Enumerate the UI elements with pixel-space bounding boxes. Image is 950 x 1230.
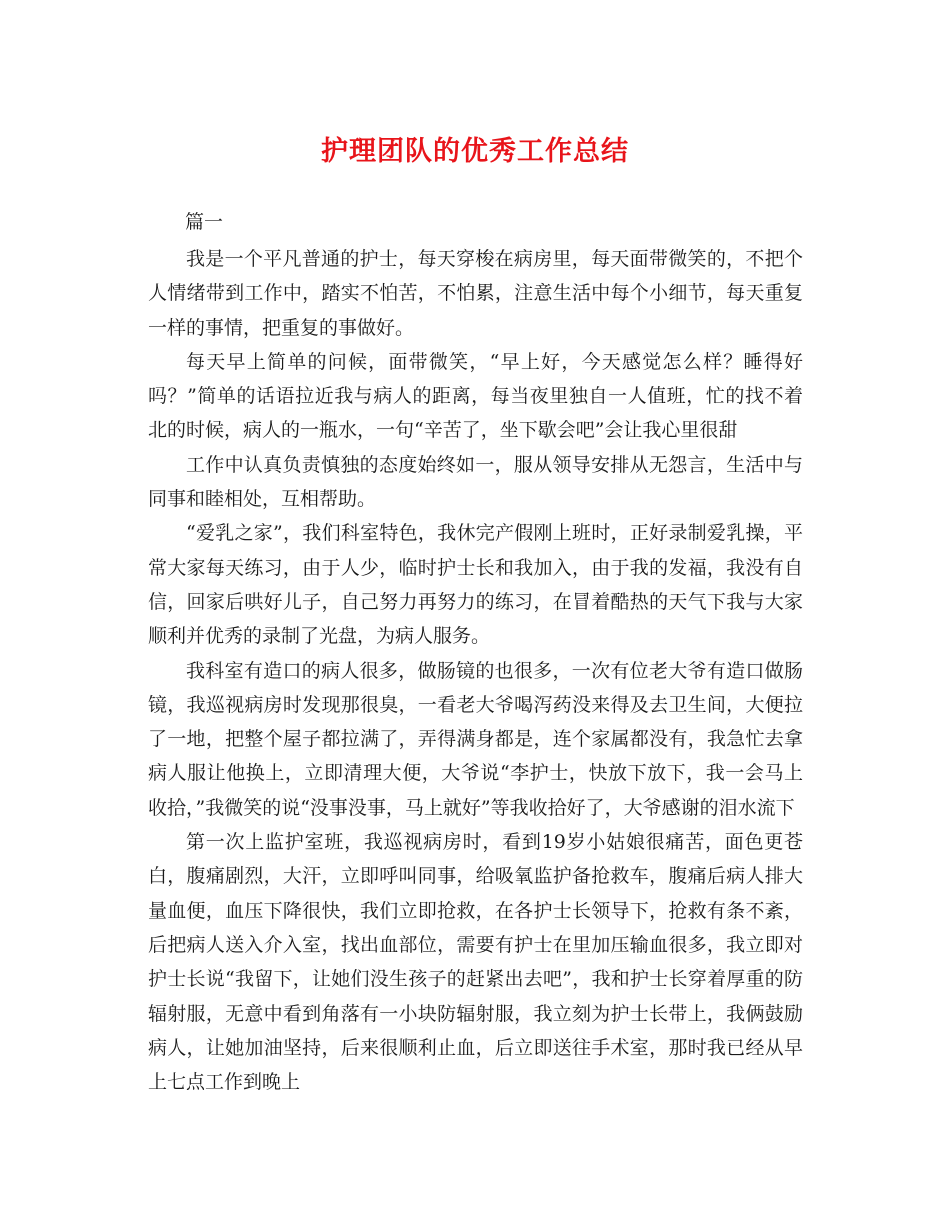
section-label: 篇一 bbox=[185, 211, 224, 233]
document-body bbox=[148, 242, 803, 1099]
document-title: 护理团队的优秀工作总结 bbox=[321, 136, 629, 167]
paragraph: 我科室有造口的病人很多，做肠镜的也很多，一次有位老大爷有造口做肠镜，我巡视病房时发现那很臭，一看老大爷喝泻药没来得及去卫生间，大便拉了一地，把整个屋子都拉满了，弄得满身都是，连个家属都没有，我急忙去拿病人服让他换上，立即清理大便，大爷说“李护士，快放下放下，我一会马上收拾，”我微笑的说“没事没事，马上就好”等我收拾好了，大爷感谢的泪水流下 bbox=[148, 659, 803, 819]
paragraph: “爱乳之家”，我们科室特色，我休完产假刚上班时，正好录制爱乳操，平常大家每天练习，由于人少，临时护士长和我加入，由于我的发福，我没有自信，回家后哄好儿子，自己努力再努力的练习，在冒着酷热的天气下我与大家顺利并优秀的录制了光盘，为病人服务。 bbox=[148, 522, 803, 648]
paragraph: 工作中认真负责慎独的态度始终如一，服从领导安排从无怨言，生活中与同事和睦相处，互相帮助。 bbox=[148, 453, 803, 511]
paragraph: 每天早上简单的问候，面带微笑，“早上好，今天感觉怎么样？睡得好吗？”简单的话语拉近我与病人的距离，每当夜里独自一人值班，忙的找不着北的时候，病人的一瓶水，一句“辛苦了，坐下歇会吧”会让我心里很甜 bbox=[148, 350, 803, 442]
paragraph: 我是一个平凡普通的护士，每天穿梭在病房里，每天面带微笑的，不把个人情绪带到工作中，踏实不怕苦，不怕累，注意生活中每个小细节，每天重复一样的事情，把重复的事做好。 bbox=[148, 248, 803, 339]
paragraph: 第一次上监护室班，我巡视病房时，看到19岁小姑娘很痛苦，面色更苍白，腹痛剧烈，大汗，立即呼叫同事，给吸氧监护备抢救车，腹痛后病人排大量血便，血压下降很快，我们立即抢救，在各护士长领导下，抢救有条不紊，后把病人送入介入室，找出血部位，需要有护士在里加压输血很多，我立即对护士长说“我留下，让她们没生孩子的赶紧出去吧”，我和护士长穿着厚重的防辐射服，无意中看到角落有一小块防辐射服，我立刻为护士长带上，我俩鼓励病人，让她加油坚持，后来很顺利止血，后立即送往手术室，那时我已经从早上七点工作到晚上 bbox=[148, 831, 803, 1094]
